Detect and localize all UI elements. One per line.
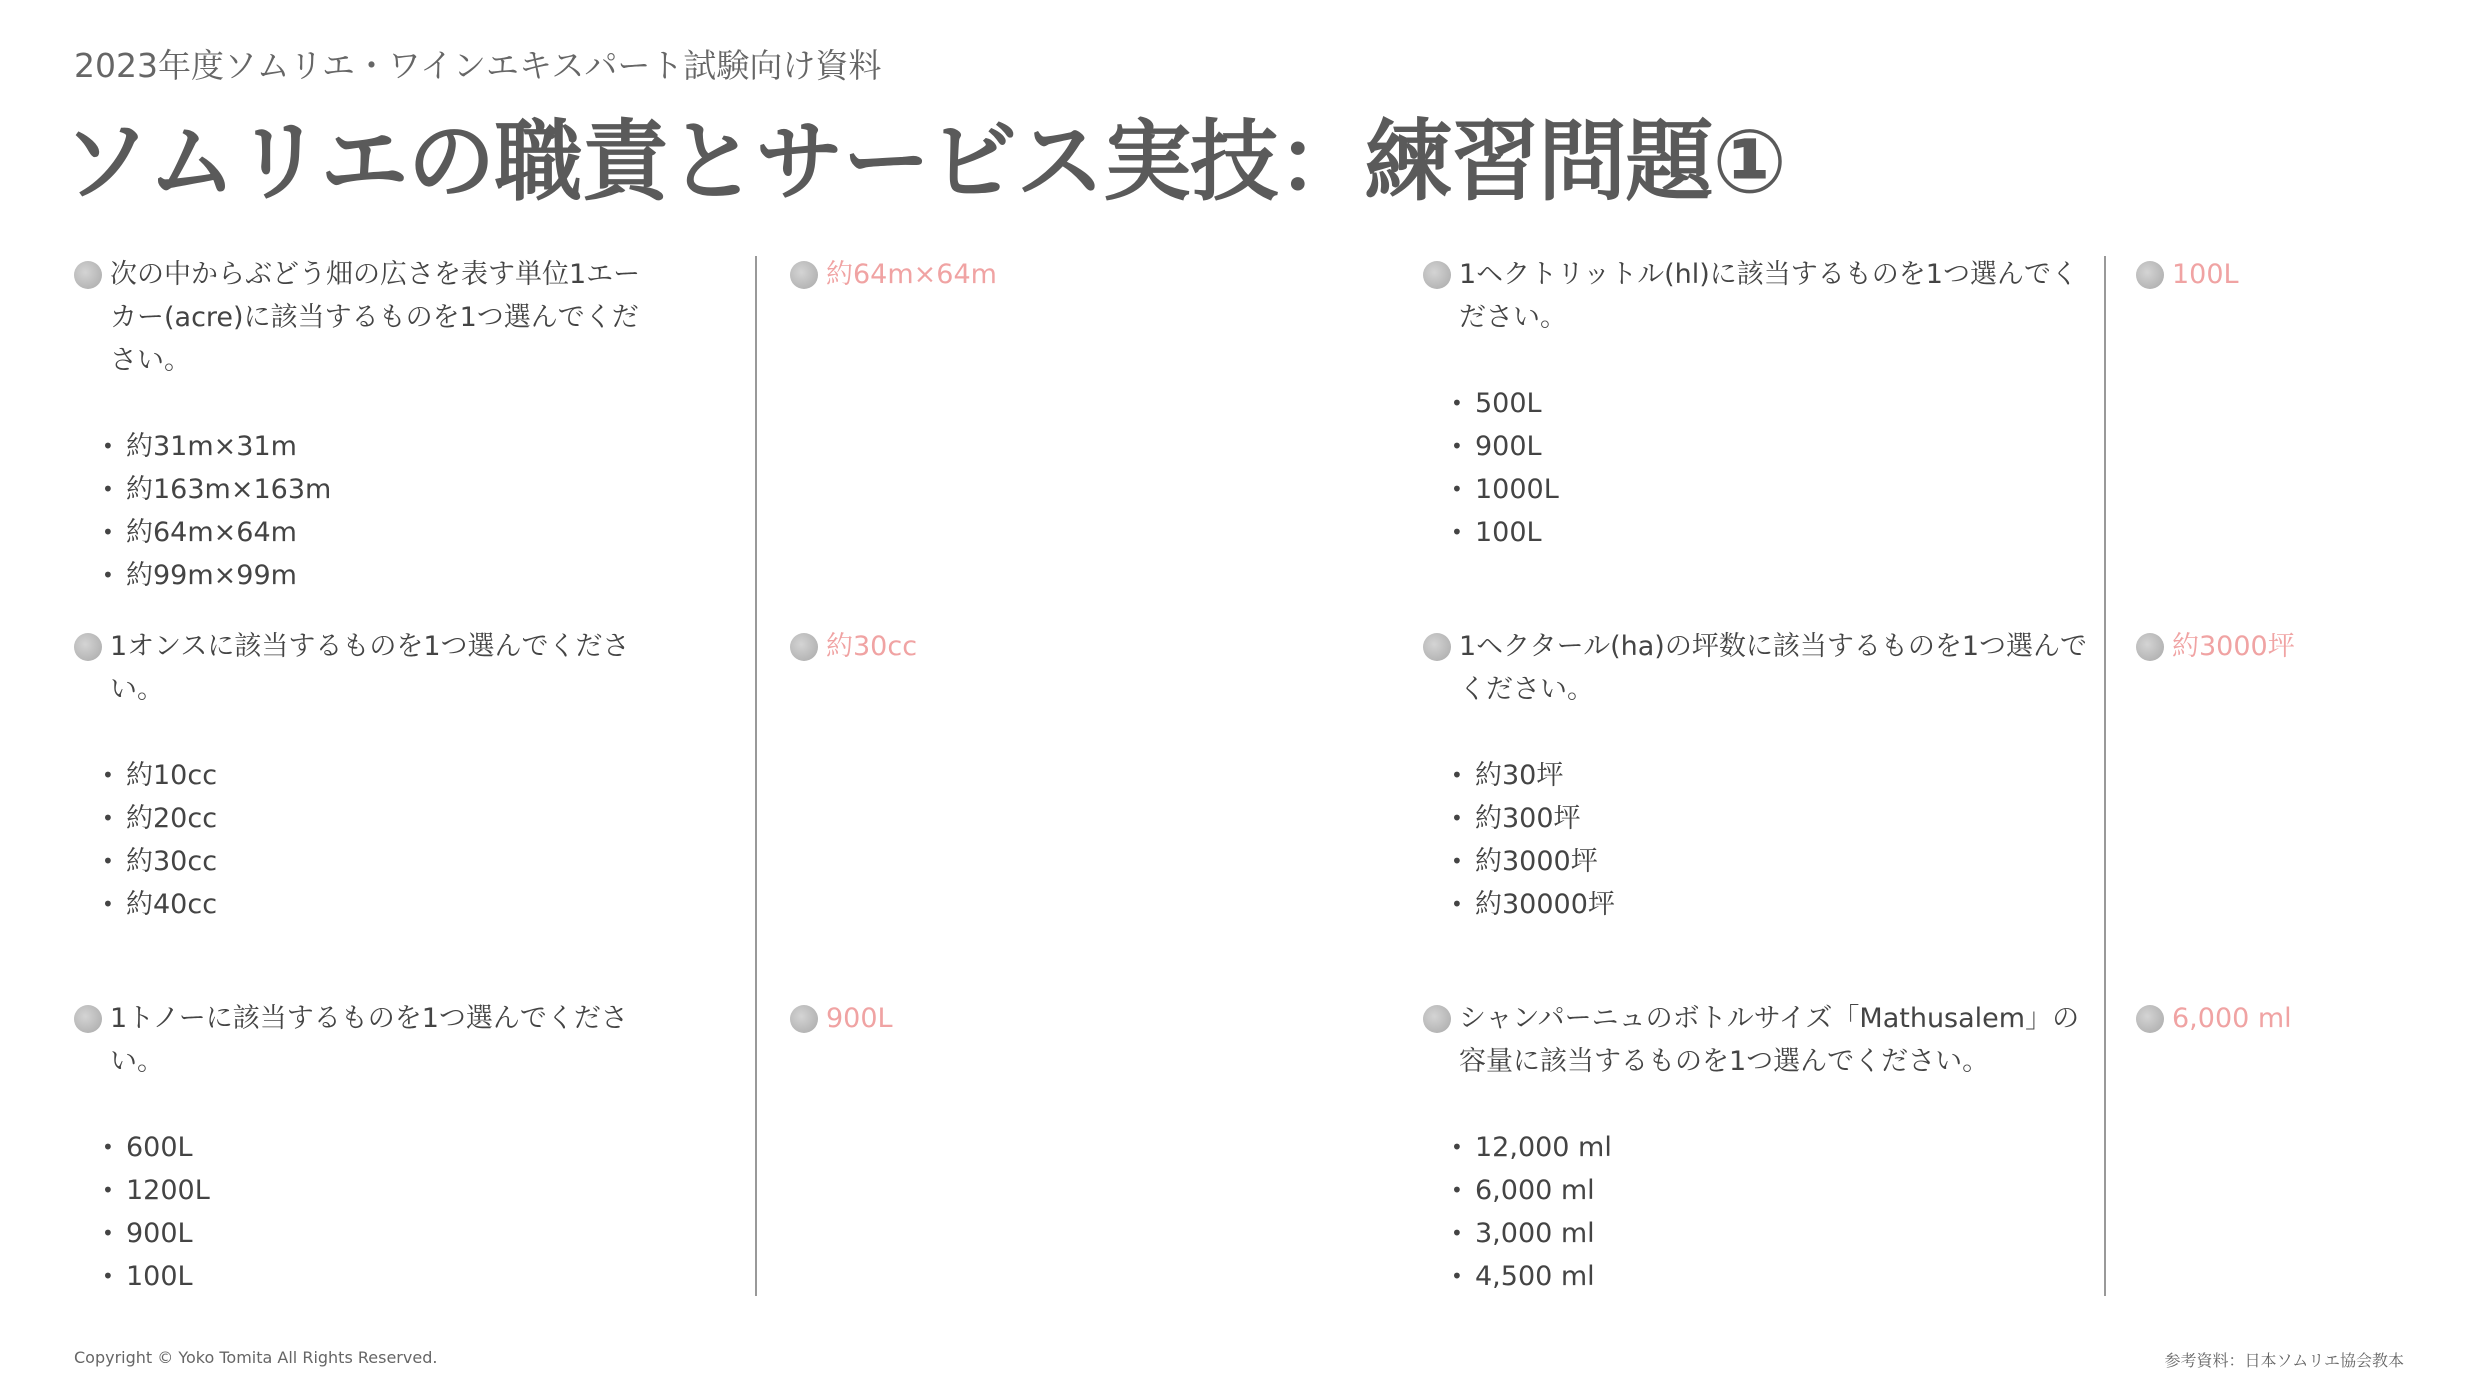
bullet-circle-icon bbox=[74, 633, 102, 661]
option-item: • 約30000坪 bbox=[1451, 883, 2093, 926]
bullet-circle-icon bbox=[1423, 1005, 1451, 1033]
bullet-circle-icon bbox=[74, 261, 102, 289]
question-label: 1ヘクトリットル(hl)に該当するものを1つ選んでください。 bbox=[1459, 259, 2078, 333]
question-2 bbox=[74, 625, 664, 926]
question-text bbox=[1423, 997, 2093, 1083]
option-list bbox=[74, 425, 664, 597]
option-item: • 12,000 ml bbox=[1451, 1126, 2093, 1169]
answer-label: 約64m×64m bbox=[826, 259, 997, 290]
option-list bbox=[1423, 382, 2093, 554]
option-list bbox=[1423, 1126, 2093, 1298]
question-text bbox=[74, 997, 664, 1083]
question-label: 1トノーに該当するものを1つ選んでください。 bbox=[110, 1003, 628, 1077]
option-item: • 3,000 ml bbox=[1451, 1212, 2093, 1255]
option-item: • 約31m×31m bbox=[102, 425, 664, 468]
option-item: • 約30cc bbox=[102, 840, 664, 883]
option-list bbox=[1423, 754, 2093, 926]
bullet-circle-icon bbox=[2136, 261, 2164, 289]
option-item: • 約30坪 bbox=[1451, 754, 2093, 797]
bullet-circle-icon bbox=[2136, 633, 2164, 661]
option-item: • 4,500 ml bbox=[1451, 1255, 2093, 1298]
page-title: ソムリエの職責とサービス実技：練習問題① bbox=[62, 110, 1786, 213]
answer-2 bbox=[790, 625, 917, 668]
question-4 bbox=[1423, 253, 2093, 554]
column-divider-right bbox=[2104, 256, 2106, 1296]
option-item: • 約40cc bbox=[102, 883, 664, 926]
question-label: 1オンスに該当するものを1つ選んでください。 bbox=[110, 631, 630, 705]
question-6 bbox=[1423, 997, 2093, 1298]
option-item: • 1000L bbox=[1451, 468, 2093, 511]
answer-4 bbox=[2136, 253, 2239, 296]
bullet-circle-icon bbox=[790, 1005, 818, 1033]
bullet-circle-icon bbox=[2136, 1005, 2164, 1033]
option-item: • 約300坪 bbox=[1451, 797, 2093, 840]
question-3 bbox=[74, 997, 664, 1298]
page-subtitle: 2023年度ソムリエ・ワインエキスパート試験向け資料 bbox=[74, 46, 882, 85]
question-text bbox=[74, 253, 664, 382]
question-1 bbox=[74, 253, 664, 597]
option-item: • 約10cc bbox=[102, 754, 664, 797]
option-item: • 500L bbox=[1451, 382, 2093, 425]
question-label: 次の中からぶどう畑の広さを表す単位1エーカー(acre)に該当するものを1つ選んでください。 bbox=[110, 259, 641, 376]
option-item: • 約20cc bbox=[102, 797, 664, 840]
copyright-text: Copyright © Yoko Tomita All Rights Reserved. bbox=[74, 1348, 438, 1367]
option-item: • 600L bbox=[102, 1126, 664, 1169]
answer-label: 900L bbox=[826, 1003, 893, 1034]
option-item: • 1200L bbox=[102, 1169, 664, 1212]
option-list bbox=[74, 754, 664, 926]
option-item: • 6,000 ml bbox=[1451, 1169, 2093, 1212]
answer-label: 約30cc bbox=[826, 631, 918, 662]
reference-text: 参考資料：日本ソムリエ協会教本 bbox=[2164, 1351, 2404, 1370]
bullet-circle-icon bbox=[1423, 261, 1451, 289]
answer-5 bbox=[2136, 625, 2295, 668]
answer-1 bbox=[790, 253, 997, 296]
option-item: • 100L bbox=[102, 1255, 664, 1298]
question-5 bbox=[1423, 625, 2093, 926]
answer-3 bbox=[790, 997, 893, 1040]
question-label: シャンパーニュのボトルサイズ「Mathusalem」の容量に該当するものを1つ選んでください。 bbox=[1459, 1003, 2080, 1077]
answer-label: 約3000坪 bbox=[2172, 631, 2295, 662]
bullet-circle-icon bbox=[790, 633, 818, 661]
question-text bbox=[1423, 253, 2093, 339]
option-item: • 約163m×163m bbox=[102, 468, 664, 511]
option-list bbox=[74, 1126, 664, 1298]
question-label: 1ヘクタール(ha)の坪数に該当するものを1つ選んでください。 bbox=[1459, 631, 2088, 705]
bullet-circle-icon bbox=[74, 1005, 102, 1033]
question-text bbox=[1423, 625, 2093, 711]
bullet-circle-icon bbox=[790, 261, 818, 289]
option-item: • 100L bbox=[1451, 511, 2093, 554]
answer-6 bbox=[2136, 997, 2292, 1040]
option-item: • 900L bbox=[102, 1212, 664, 1255]
option-item: • 約64m×64m bbox=[102, 511, 664, 554]
question-text bbox=[74, 625, 664, 711]
bullet-circle-icon bbox=[1423, 633, 1451, 661]
answer-label: 100L bbox=[2172, 259, 2239, 290]
option-item: • 900L bbox=[1451, 425, 2093, 468]
column-divider-left bbox=[755, 256, 757, 1296]
option-item: • 約3000坪 bbox=[1451, 840, 2093, 883]
answer-label: 6,000 ml bbox=[2172, 1003, 2292, 1034]
option-item: • 約99m×99m bbox=[102, 554, 664, 597]
